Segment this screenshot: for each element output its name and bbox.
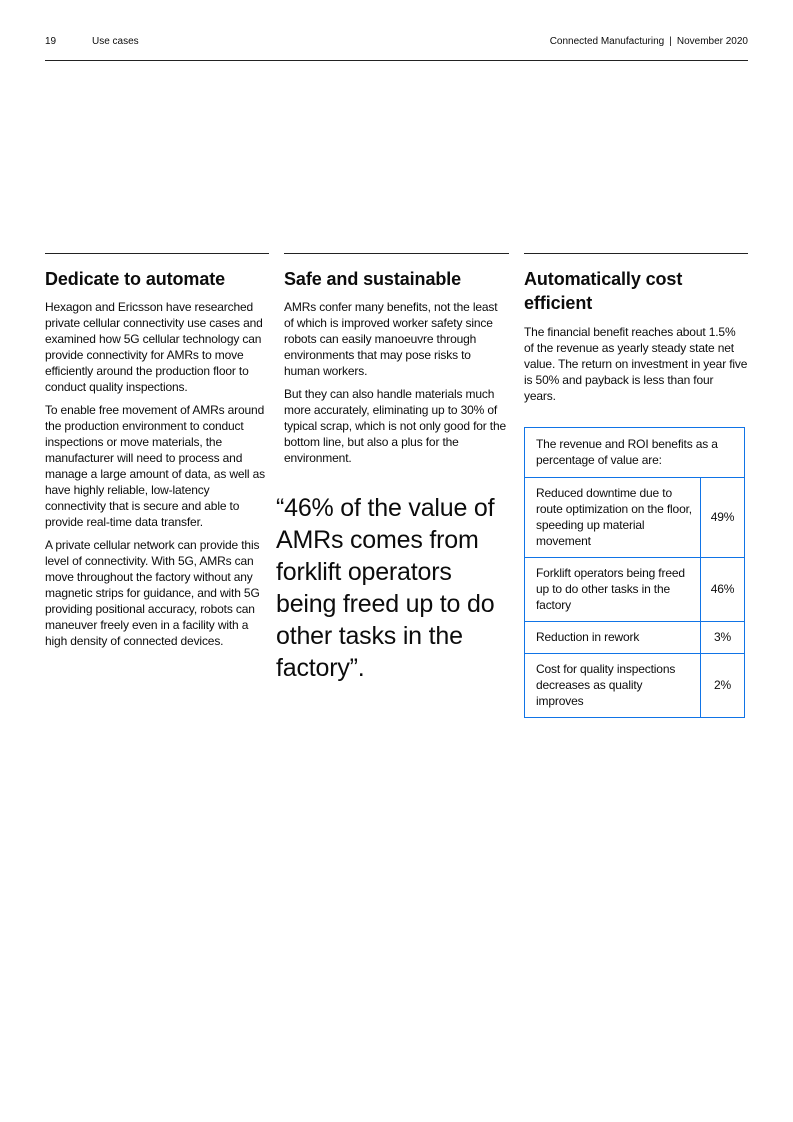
table-cell-label: Cost for quality inspections decreases as quality improves (525, 654, 701, 718)
column-automatically-cost-efficient (524, 253, 748, 411)
document-info (550, 36, 748, 47)
table-caption-row (525, 428, 745, 478)
page-number: 19 (45, 36, 57, 47)
table-caption: The revenue and ROI benefits as a percentage of value are: (525, 428, 745, 478)
page-header (45, 34, 748, 61)
section-name: Use cases (92, 36, 139, 47)
paragraph: Hexagon and Ericsson have researched private cellular connectivity use cases and examined how 5G cellular technology can provide connectivity for AMRs to move efficiently around the production floor to conduct quality inspections. (45, 300, 263, 394)
table-cell-label: Reduced downtime due to route optimization on the floor, speeding up material movement (525, 478, 701, 558)
paragraph: But they can also handle materials much more accurately, eliminating up to 30% of typical scrap, which is not only good for the bottom line, but also a plus for the environment. (284, 387, 507, 465)
table-cell-label: Forklift operators being freed up to do other tasks in the factory (525, 558, 701, 622)
document-date: November 2020 (676, 36, 748, 47)
header-separator: | (669, 36, 672, 47)
table-cell-value: 49% (701, 478, 745, 558)
table-cell-value: 3% (701, 622, 745, 654)
paragraph: AMRs confer many benefits, not the least of which is improved worker safety since robots can easily manoeuvre through environments that may pose risks to human workers. (284, 300, 498, 378)
heading-dedicate-to-automate: Dedicate to automate (45, 269, 226, 289)
paragraph: To enable free movement of AMRs around the production environment to conduct inspections or move materials, the manufacturer will need to process and manage a large amount of data, as well as have highly reliable, low-latency connectivity that is secure and able to provide real-time data transfer. (45, 403, 265, 529)
pull-quote: “46% of the value of AMRs comes from forklift operators being freed up to do other tasks in the factory”. (276, 494, 495, 682)
paragraph: A private cellular network can provide this level of connectivity. With 5G, AMRs can move throughout the factory without any magnetic strips for guidance, and with 5G providing positional accuracy, robots can maneuver freely even in a facility with a high density of connected devices. (45, 538, 260, 648)
heading-safe-and-sustainable: Safe and sustainable (284, 269, 462, 289)
heading-automatically-cost-efficient: Automatically cost efficient (524, 269, 683, 313)
table-row (525, 622, 745, 654)
table-cell-value: 2% (701, 654, 745, 718)
roi-benefits-table (524, 427, 745, 718)
column-dedicate-to-automate (45, 253, 269, 656)
table-row (525, 558, 745, 622)
column-safe-and-sustainable (284, 253, 509, 473)
table-row (525, 478, 745, 558)
paragraph: The financial benefit reaches about 1.5% of the revenue as yearly steady state net value. The return on investment in year five is 50% and payback is less than four years. (524, 325, 748, 403)
document-title: Connected Manufacturing (549, 36, 665, 47)
table-cell-value: 46% (701, 558, 745, 622)
table-cell-label: Reduction in rework (525, 622, 701, 654)
table-row (525, 654, 745, 718)
